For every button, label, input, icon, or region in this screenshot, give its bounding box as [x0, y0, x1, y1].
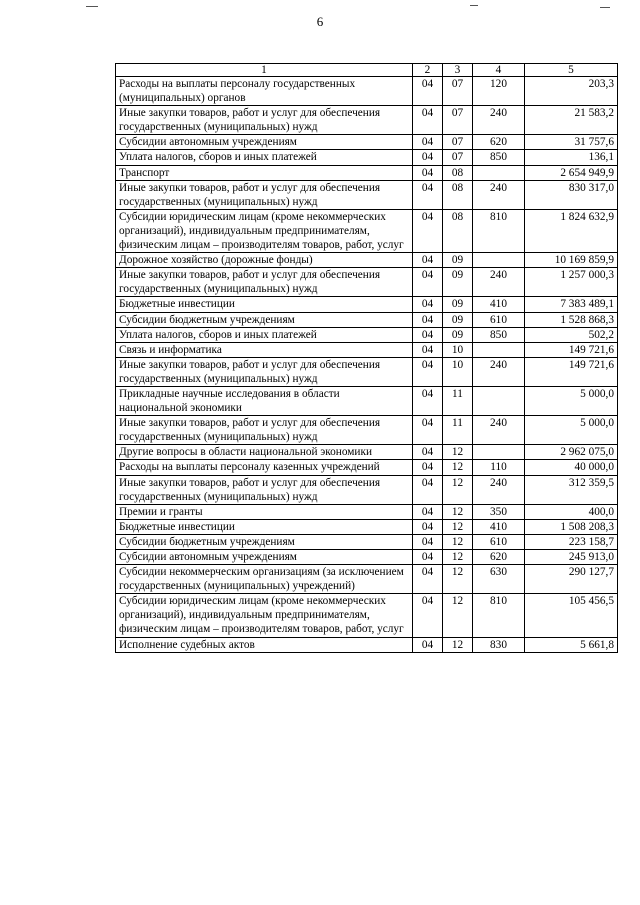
row-description: Субсидии юридическим лицам (кроме некоммерческих организаций), индивидуальным предпринимателям, физическим лицам – производителям товаров, работ, услуг	[116, 594, 413, 637]
table-row	[116, 312, 618, 327]
row-amount: 31 757,6	[525, 135, 618, 150]
row-subsection-code: 10	[443, 357, 473, 386]
row-amount: 2 962 075,0	[525, 445, 618, 460]
scan-mark	[600, 7, 610, 8]
row-section-code: 04	[413, 550, 443, 565]
row-amount: 10 169 859,9	[525, 253, 618, 268]
row-subsection-code: 12	[443, 460, 473, 475]
table-row	[116, 445, 618, 460]
row-expense-type-code	[473, 445, 525, 460]
row-amount: 203,3	[525, 77, 618, 106]
row-subsection-code: 08	[443, 180, 473, 209]
row-description: Субсидии бюджетным учреждениям	[116, 312, 413, 327]
table-row	[116, 297, 618, 312]
row-section-code: 04	[413, 165, 443, 180]
row-section-code: 04	[413, 77, 443, 106]
row-subsection-code: 08	[443, 165, 473, 180]
row-description: Прикладные научные исследования в области национальной экономики	[116, 386, 413, 415]
row-section-code: 04	[413, 180, 443, 209]
row-expense-type-code: 240	[473, 475, 525, 504]
column-header: 4	[473, 64, 525, 77]
row-amount: 5 000,0	[525, 386, 618, 415]
table-row	[116, 386, 618, 415]
row-expense-type-code	[473, 386, 525, 415]
row-amount: 149 721,6	[525, 357, 618, 386]
row-section-code: 04	[413, 150, 443, 165]
row-description: Премии и гранты	[116, 504, 413, 519]
row-expense-type-code: 850	[473, 150, 525, 165]
scan-mark	[86, 6, 98, 7]
row-description: Субсидии бюджетным учреждениям	[116, 534, 413, 549]
row-expense-type-code: 850	[473, 327, 525, 342]
row-amount: 1 824 632,9	[525, 209, 618, 252]
row-description: Другие вопросы в области национальной экономики	[116, 445, 413, 460]
row-section-code: 04	[413, 357, 443, 386]
row-section-code: 04	[413, 445, 443, 460]
row-expense-type-code: 120	[473, 77, 525, 106]
table-row	[116, 268, 618, 297]
row-amount: 1 508 208,3	[525, 519, 618, 534]
table-row	[116, 327, 618, 342]
row-expense-type-code: 620	[473, 550, 525, 565]
row-section-code: 04	[413, 253, 443, 268]
table-row	[116, 565, 618, 594]
row-section-code: 04	[413, 312, 443, 327]
row-expense-type-code: 240	[473, 180, 525, 209]
row-expense-type-code: 240	[473, 357, 525, 386]
table-row	[116, 550, 618, 565]
table-row	[116, 416, 618, 445]
column-header: 1	[116, 64, 413, 77]
row-amount: 830 317,0	[525, 180, 618, 209]
row-amount: 7 383 489,1	[525, 297, 618, 312]
row-subsection-code: 07	[443, 135, 473, 150]
row-expense-type-code: 610	[473, 534, 525, 549]
scan-mark	[470, 5, 478, 6]
row-description: Исполнение судебных актов	[116, 637, 413, 652]
row-description: Связь и информатика	[116, 342, 413, 357]
table-row	[116, 209, 618, 252]
table-row	[116, 180, 618, 209]
row-description: Субсидии некоммерческим организациям (за исключением государственных (муниципальных) учреждений)	[116, 565, 413, 594]
row-description: Расходы на выплаты персоналу государственных (муниципальных) органов	[116, 77, 413, 106]
row-subsection-code: 12	[443, 637, 473, 652]
row-section-code: 04	[413, 386, 443, 415]
row-expense-type-code: 630	[473, 565, 525, 594]
row-amount: 1 528 868,3	[525, 312, 618, 327]
row-description: Дорожное хозяйство (дорожные фонды)	[116, 253, 413, 268]
row-section-code: 04	[413, 460, 443, 475]
row-description: Субсидии автономным учреждениям	[116, 550, 413, 565]
row-section-code: 04	[413, 135, 443, 150]
row-expense-type-code: 410	[473, 297, 525, 312]
row-subsection-code: 12	[443, 445, 473, 460]
table-row	[116, 504, 618, 519]
table-row	[116, 460, 618, 475]
row-expense-type-code: 830	[473, 637, 525, 652]
row-amount: 245 913,0	[525, 550, 618, 565]
row-section-code: 04	[413, 534, 443, 549]
row-description: Иные закупки товаров, работ и услуг для обеспечения государственных (муниципальных) нужд	[116, 475, 413, 504]
row-subsection-code: 12	[443, 519, 473, 534]
row-section-code: 04	[413, 519, 443, 534]
row-description: Бюджетные инвестиции	[116, 519, 413, 534]
row-section-code: 04	[413, 416, 443, 445]
row-subsection-code: 12	[443, 504, 473, 519]
row-subsection-code: 09	[443, 312, 473, 327]
column-header: 5	[525, 64, 618, 77]
row-subsection-code: 07	[443, 106, 473, 135]
table-row	[116, 150, 618, 165]
table-row	[116, 534, 618, 549]
row-expense-type-code: 240	[473, 416, 525, 445]
row-subsection-code: 12	[443, 534, 473, 549]
table-row	[116, 165, 618, 180]
row-expense-type-code: 350	[473, 504, 525, 519]
table-row	[116, 342, 618, 357]
row-expense-type-code: 410	[473, 519, 525, 534]
row-subsection-code: 12	[443, 475, 473, 504]
row-amount: 502,2	[525, 327, 618, 342]
row-amount: 149 721,6	[525, 342, 618, 357]
row-section-code: 04	[413, 637, 443, 652]
table-row	[116, 519, 618, 534]
row-description: Уплата налогов, сборов и иных платежей	[116, 327, 413, 342]
row-subsection-code: 09	[443, 327, 473, 342]
row-subsection-code: 11	[443, 386, 473, 415]
table-header-row	[116, 64, 618, 77]
row-amount: 1 257 000,3	[525, 268, 618, 297]
row-description: Иные закупки товаров, работ и услуг для обеспечения государственных (муниципальных) нужд	[116, 106, 413, 135]
row-expense-type-code	[473, 165, 525, 180]
row-section-code: 04	[413, 106, 443, 135]
row-expense-type-code: 620	[473, 135, 525, 150]
page-number: 6	[316, 14, 324, 29]
row-amount: 312 359,5	[525, 475, 618, 504]
row-section-code: 04	[413, 342, 443, 357]
row-subsection-code: 09	[443, 253, 473, 268]
column-header: 2	[413, 64, 443, 77]
row-subsection-code: 08	[443, 209, 473, 252]
table-row	[116, 594, 618, 637]
row-description: Иные закупки товаров, работ и услуг для обеспечения государственных (муниципальных) нужд	[116, 180, 413, 209]
row-description: Иные закупки товаров, работ и услуг для обеспечения государственных (муниципальных) нужд	[116, 268, 413, 297]
row-amount: 5 000,0	[525, 416, 618, 445]
table-row	[116, 106, 618, 135]
row-subsection-code: 12	[443, 550, 473, 565]
row-section-code: 04	[413, 594, 443, 637]
row-amount: 21 583,2	[525, 106, 618, 135]
row-expense-type-code: 810	[473, 209, 525, 252]
table-row	[116, 135, 618, 150]
row-description: Уплата налогов, сборов и иных платежей	[116, 150, 413, 165]
row-description: Бюджетные инвестиции	[116, 297, 413, 312]
row-section-code: 04	[413, 565, 443, 594]
row-section-code: 04	[413, 268, 443, 297]
table-row	[116, 637, 618, 652]
row-description: Субсидии юридическим лицам (кроме некоммерческих организаций), индивидуальным предпринимателям, физическим лицам – производителям товаров, работ, услуг	[116, 209, 413, 252]
row-description: Расходы на выплаты персоналу казенных учреждений	[116, 460, 413, 475]
row-section-code: 04	[413, 209, 443, 252]
table-row	[116, 77, 618, 106]
row-amount: 136,1	[525, 150, 618, 165]
row-expense-type-code: 240	[473, 268, 525, 297]
table-row	[116, 253, 618, 268]
row-amount: 2 654 949,9	[525, 165, 618, 180]
row-subsection-code: 09	[443, 297, 473, 312]
row-description: Субсидии автономным учреждениям	[116, 135, 413, 150]
row-subsection-code: 12	[443, 565, 473, 594]
row-amount: 290 127,7	[525, 565, 618, 594]
row-subsection-code: 07	[443, 77, 473, 106]
row-expense-type-code	[473, 253, 525, 268]
row-expense-type-code: 240	[473, 106, 525, 135]
row-section-code: 04	[413, 475, 443, 504]
row-subsection-code: 12	[443, 594, 473, 637]
row-expense-type-code: 610	[473, 312, 525, 327]
row-subsection-code: 07	[443, 150, 473, 165]
row-subsection-code: 10	[443, 342, 473, 357]
row-section-code: 04	[413, 504, 443, 519]
row-expense-type-code: 810	[473, 594, 525, 637]
row-description: Иные закупки товаров, работ и услуг для обеспечения государственных (муниципальных) нужд	[116, 357, 413, 386]
column-header: 3	[443, 64, 473, 77]
row-subsection-code: 11	[443, 416, 473, 445]
row-amount: 40 000,0	[525, 460, 618, 475]
row-expense-type-code: 110	[473, 460, 525, 475]
row-section-code: 04	[413, 297, 443, 312]
row-amount: 5 661,8	[525, 637, 618, 652]
row-amount: 105 456,5	[525, 594, 618, 637]
row-expense-type-code	[473, 342, 525, 357]
row-amount: 223 158,7	[525, 534, 618, 549]
table-row	[116, 357, 618, 386]
table-row	[116, 475, 618, 504]
row-description: Иные закупки товаров, работ и услуг для обеспечения государственных (муниципальных) нужд	[116, 416, 413, 445]
row-subsection-code: 09	[443, 268, 473, 297]
row-description: Транспорт	[116, 165, 413, 180]
budget-table	[115, 63, 618, 653]
row-section-code: 04	[413, 327, 443, 342]
row-amount: 400,0	[525, 504, 618, 519]
table-body	[116, 77, 618, 653]
